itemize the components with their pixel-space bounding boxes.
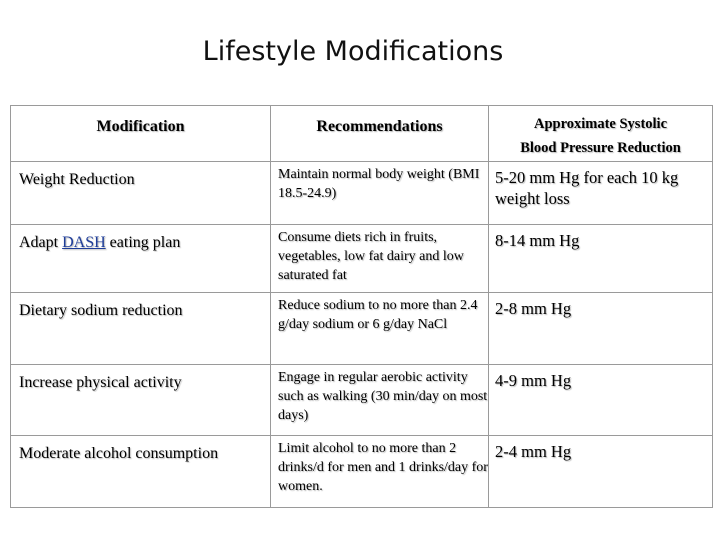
modification-prefix: Adapt [19, 234, 63, 251]
table-row [11, 293, 713, 365]
reduction-cell: 4-9 mm Hg [489, 365, 713, 436]
reduction-cell: 5-20 mm Hg for each 10 kg weight loss [489, 162, 713, 225]
lifestyle-modifications-table [10, 105, 713, 508]
recommendation-cell: Maintain normal body weight (BMI 18.5-24.9) [271, 162, 489, 225]
table-row [11, 365, 713, 436]
dash-link[interactable]: DASH [62, 234, 106, 251]
recommendation-cell: Consume diets rich in fruits, vegetables, low fat dairy and low saturated fat [271, 225, 489, 293]
header-recommendations [271, 106, 489, 162]
reduction-cell: 2-4 mm Hg [489, 436, 713, 508]
header-reduction [489, 106, 713, 162]
modification-cell [11, 225, 271, 293]
header-modification-label: Modification [96, 118, 185, 135]
modification-cell: Dietary sodium reduction [11, 293, 271, 365]
reduction-cell: 2-8 mm Hg [489, 293, 713, 365]
table-header-row [11, 106, 713, 162]
header-modification [11, 106, 271, 162]
reduction-cell: 8-14 mm Hg [489, 225, 713, 293]
modification-suffix: eating plan [105, 234, 181, 251]
page-title: Lifestyle Modifications [202, 36, 504, 67]
modification-cell: Weight Reduction [11, 162, 271, 225]
header-reduction-line1: Approximate Systolic [533, 116, 668, 132]
table-row [11, 436, 713, 508]
recommendation-cell: Engage in regular aerobic activity such as walking (30 min/day on most days) [271, 365, 489, 436]
recommendation-cell: Limit alcohol to no more than 2 drinks/d for men and 1 drinks/day for women. [271, 436, 489, 508]
modification-cell: Moderate alcohol consumption [11, 436, 271, 508]
recommendation-cell: Reduce sodium to no more than 2.4 g/day sodium or 6 g/day NaCl [271, 293, 489, 365]
modification-cell: Increase physical activity [11, 365, 271, 436]
table-row [11, 225, 713, 293]
header-reduction-line2: Blood Pressure Reduction [520, 140, 681, 156]
table-row [11, 162, 713, 225]
header-recommendations-label: Recommendations [316, 118, 443, 135]
